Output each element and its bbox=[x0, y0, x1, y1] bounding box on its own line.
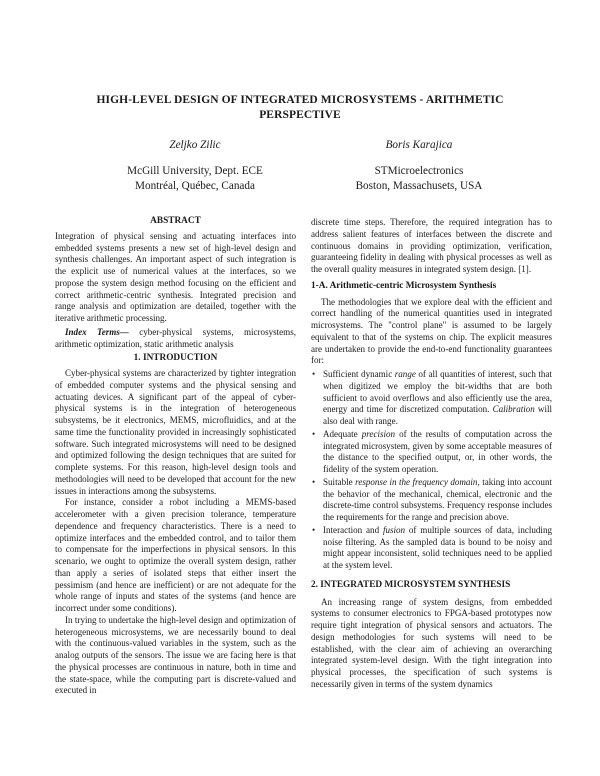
intro-paragraph-2: For instance, consider a robot including a MEMS-based accelerometer with a given precision tolerance, temperature dependence and frequency characteristics. There is a need to optimize interfaces and the embedded control, and to tailor them to compensate for the imperfections in physical sensors. In this scenario, we ought to optimize the overall system design, rather than apply a series of isolated steps that either insert the pessimism (and hence are inefficient) or are not adequate for the whole range of inputs and states of the systems (and hence are incorrect under some conditions). bbox=[55, 497, 296, 613]
author-affiliation: STMicroelectronics bbox=[374, 164, 464, 177]
intro-paragraph-3: In trying to undertake the high-level design and optimization of heterogeneous microsystems, we are necessarily bound to deal with the continuous-valued variables in the system, such as the analog outputs of the sensors. The issue we are facing here is that the physical processes are continuous in nature, both in time and the state-space, while the computing part is discrete-valued and executed in bbox=[55, 614, 296, 696]
bullet-icon: • bbox=[312, 428, 316, 439]
author-location: Montréal, Québec, Canada bbox=[135, 180, 255, 192]
paper-title: HIGH-LEVEL DESIGN OF INTEGRATED MICROSYSTEMS - ARITHMETIC PERSPECTIVE bbox=[96, 94, 504, 121]
index-terms-text: cyber-physical systems, microsystems, arithmetic optimization, static arithmetic analysis bbox=[55, 326, 296, 349]
list-item: • Interaction and fusion of multiple sources of data, including noise filtering. As the sampled data is bound to be noisy and might appear inconsistent, solid techniques need to be applied at the system level. bbox=[312, 524, 552, 570]
section-2-heading: 2. INTEGRATED MICROSYSTEM SYNTHESIS bbox=[311, 579, 511, 590]
index-terms-label: Index Terms— bbox=[65, 326, 129, 337]
intro-paragraph-1: Cyber-physical systems are characterized by tighter integration of embedded computer systems and the physical sensing and actuating devices. A significant part of the appeal of cyber-physical systems is in the integration of heterogeneous subsystems, be it electronics, MEMS, microfluidics, and at the same time the functionality provided in increasingly sophisticated software. Such integrated microsystems will need to be designed and optimized following the design techniques that are suited for complete systems. For this reason, high-level design tools and methodologies will need to be developed that account for the new issues in interactions among the subsystems. bbox=[55, 368, 296, 496]
abstract-heading: ABSTRACT bbox=[150, 216, 201, 226]
section-1a-heading: 1-A. Arithmetic-centric Microsystem Synthesis bbox=[311, 280, 497, 291]
section-1a-paragraph: The methodologies that we explore deal with the efficient and correct handling of the numerical quantities used in integrated microsystems. The "control plane" is assumed to be largely equivalent to that of the systems on chip. The explicit measures are undertaken to provide the end-to-end functionality guarantees for: bbox=[311, 296, 552, 366]
left-column bbox=[55, 214, 296, 697]
list-item: • Sufficient dynamic range of all quantities of interest, such that when digitized we employ the bit-widths that are both sufficient to avoid overflows and also efficiently use the area, energy and time for discretized computation. Calibration will also deal with range. bbox=[312, 369, 552, 426]
author-affiliation: McGill University, Dept. ECE bbox=[127, 164, 263, 177]
author-name: Boris Karajica bbox=[385, 139, 453, 151]
list-item: • Adequate precision of the results of computation across the integrated microsystem, given by some acceptable measures of the distance to the specified output, or, in other words, the fidelity of the system operation. bbox=[312, 428, 552, 474]
right-column bbox=[311, 217, 552, 691]
author-name: Zeljko Zilic bbox=[169, 139, 221, 151]
bullet-icon: • bbox=[312, 524, 316, 535]
index-terms bbox=[55, 327, 296, 351]
author-location: Boston, Massachusets, USA bbox=[355, 180, 483, 192]
list-item: • Suitable response in the frequency domain, taking into account the behavior of the mechanical, chemical, electronic and the discrete-time control subsystems. Frequency response includes the requirements for the range and precision above. bbox=[312, 476, 552, 522]
section-2-paragraph: An increasing range of system designs, from embedded systems to consumer electronics to FPGA-based prototypes now require tight integration of physical sensors and actuators. The design methodologies for such systems will need to be established, with the clear aim of achieving an overarching integrated system-level design. With the tight integration into physical processes, the specification of such systems is necessarily given in terms of the system dynamics bbox=[311, 596, 552, 689]
bullet-icon: • bbox=[312, 369, 316, 379]
intro-paragraph-3-continued: discrete time steps. Therefore, the required integration has to address salient features of interfaces between the discrete and continuous domains in providing optimization, verification, guaranteeing fidelity in dealing with physical processes as well as the overall quality measures in integrated system design. [1]. bbox=[311, 217, 552, 274]
bullet-icon: • bbox=[312, 476, 316, 487]
author-block-1 bbox=[65, 138, 325, 195]
guarantees-list bbox=[311, 369, 552, 572]
intro-heading: 1. INTRODUCTION bbox=[133, 353, 218, 364]
author-block-2 bbox=[289, 138, 549, 195]
abstract-text: Integration of physical sensing and actuating interfaces into embedded systems presents a new set of high-level design and synthesis challenges. An important aspect of such integration is the explicit use of numerical values at the interfaces, so we propose the system design method focusing on the efficient and correct arithmetic-centric synthesis. Integrated precision and range analysis and optimization are detailed, together with the iterative arithmetic processing. bbox=[55, 230, 296, 323]
